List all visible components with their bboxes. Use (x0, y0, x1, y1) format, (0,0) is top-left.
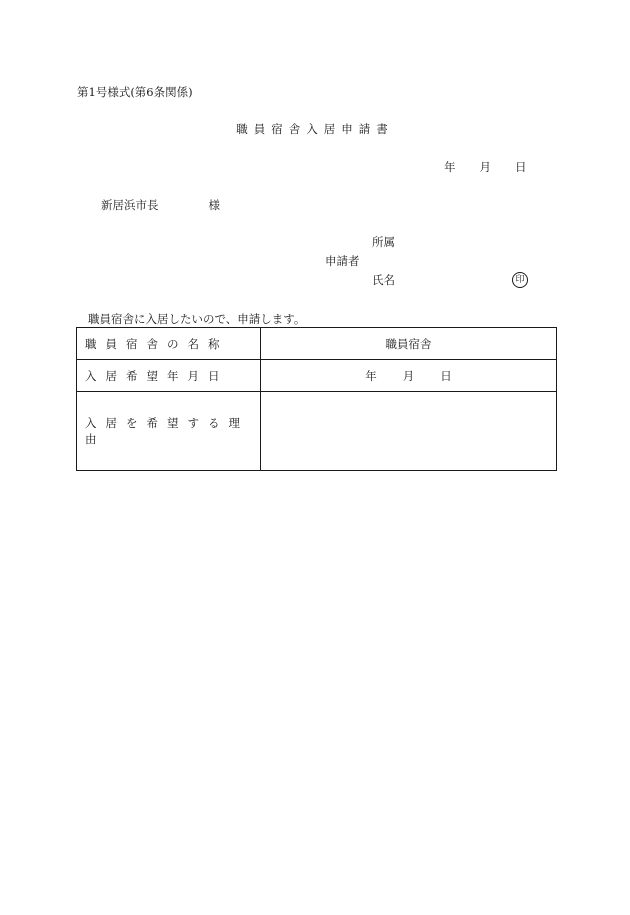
dormitory-name-label: 職員宿舎の名称 (77, 328, 261, 360)
move-in-date-label: 入居希望年月日 (77, 360, 261, 392)
reason-value[interactable] (261, 392, 557, 471)
affiliation-label: 所属 (372, 235, 395, 249)
addressee-honorific: 様 (208, 198, 220, 212)
name-label: 氏名 (372, 273, 395, 287)
move-in-day: 日 (440, 368, 452, 383)
seal-icon: 印 (512, 272, 528, 288)
date-year: 年 (444, 160, 456, 174)
table-row (77, 328, 557, 360)
reason-label: 入居を希望する理由 (77, 392, 261, 471)
table-row (77, 360, 557, 392)
application-date (444, 162, 527, 174)
date-day: 日 (515, 160, 527, 174)
addressee-name: 新居浜市長 (101, 198, 159, 212)
move-in-month: 月 (402, 368, 415, 383)
move-in-year: 年 (365, 368, 377, 383)
addressee (101, 200, 220, 212)
date-month: 月 (479, 160, 491, 174)
move-in-date-value[interactable] (261, 360, 557, 392)
application-statement: 職員宿舎に入居したいので、申請します。 (88, 312, 306, 326)
table-row (77, 392, 557, 471)
document-title: 職員宿舎入居申請書 (236, 122, 394, 136)
applicant-label: 申請者 (325, 254, 360, 268)
form-number: 第1号様式(第6条関係) (77, 85, 193, 99)
dormitory-name-value[interactable]: 職員宿舎 (261, 328, 557, 360)
application-table (76, 327, 557, 471)
